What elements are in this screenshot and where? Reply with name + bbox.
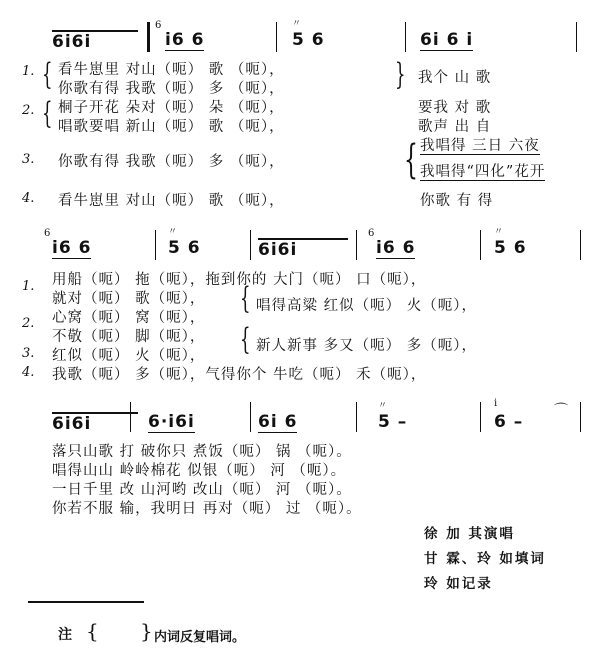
staff3-measure2: 6·i6i <box>148 412 195 432</box>
barline <box>155 230 156 260</box>
lyric-line: 唱得山山 岭岭棉花 似银（呃） 河 （呃）。 <box>52 463 347 479</box>
barline <box>480 230 481 260</box>
ornament-mark: 〃 <box>378 401 388 411</box>
lyric-line: 唱得高粱 红似（呃） 火（呃）， <box>256 298 477 314</box>
lyric-line: 落只山歌 打 破你只 煮饭（呃） 锅 （呃）。 <box>52 444 352 460</box>
lyric-tail-v3b: 我唱得“四化”花开 <box>420 164 546 180</box>
staff1-measure2: i6 6 <box>165 30 205 50</box>
lyric-brace: { <box>240 281 251 316</box>
staff2-measure4: i6 6 <box>376 238 416 258</box>
grace-note: 6 <box>44 228 51 239</box>
grace-note: 6 <box>368 228 375 239</box>
lyric-brace: { <box>42 96 53 131</box>
lyric-tail-v4: 你歌 有 得 <box>420 193 494 209</box>
lyric-line: 新人新事 多又（呃） 多（呃）， <box>256 338 477 354</box>
footnote-text: 内词反复唱词。 <box>154 630 246 645</box>
lyric-line: 红似（呃） 火（呃）， <box>52 348 206 364</box>
credit-lyricist: 甘 霖、玲 如填词 <box>424 551 546 567</box>
barline <box>250 402 251 432</box>
lyric-brace: { <box>404 137 418 183</box>
staff3-measure3: 6i 6 <box>258 412 298 432</box>
lyric-line-v3: 你歌有得 我歌（呃） 多 （呃）， <box>58 154 285 170</box>
ornament-mark: 〃 <box>494 227 504 237</box>
lyric-line-v4: 看牛崽里 对山（呃） 歌 （呃）， <box>58 193 285 209</box>
barline <box>356 230 357 260</box>
lyric-brace: { <box>42 57 53 92</box>
credit-transcriber: 玲 如记录 <box>424 576 493 592</box>
staff2-measure1: i6 6 <box>52 238 92 258</box>
lyric-tail-v2b: 歌声 出 自 <box>418 119 492 135</box>
barline <box>480 402 481 432</box>
staff3-measure5: 6 – <box>494 412 524 432</box>
verse-number: 2. <box>22 316 35 331</box>
barline <box>580 230 581 260</box>
lyric-line-v2b: 唱歌要唱 新山（呃） 歌 （呃）， <box>58 119 285 135</box>
barline <box>405 22 406 52</box>
staff1-measure3: 5 6 <box>292 30 325 50</box>
staff1-measure1: 6i6i <box>52 30 138 52</box>
lyric-line-v1b: 你歌有得 我歌（呃） 多 （呃）， <box>58 81 285 97</box>
lyric-line-v1a: 看牛崽里 对山（呃） 歌 （呃）， <box>58 62 285 78</box>
ornament-mark: 〃 <box>292 19 302 29</box>
staff3-measure1: 6i6i <box>52 412 138 434</box>
verse-number: 4. <box>22 365 35 380</box>
lyric-tail-v2a: 要我 对 歌 <box>418 100 492 116</box>
ornament-mark: 〃 <box>168 227 178 237</box>
lyric-line: 不敬（呃） 脚（呃）， <box>52 329 206 345</box>
lyric-line: 一日千里 改 山河哟 改山（呃） 河 （呃）。 <box>52 482 352 498</box>
verse-number: 2. <box>22 103 35 118</box>
lyric-line: 我歌（呃） 多（呃），气得你个 牛吃（呃） 禾（呃）， <box>52 367 427 383</box>
lyric-line: 就对（呃） 歌（呃）， <box>52 291 206 307</box>
grace-note: 6 <box>155 20 162 31</box>
lyric-line: 你若不服 输，我明日 再对（呃） 过 （呃）。 <box>52 501 362 517</box>
verse-number: 4. <box>22 191 35 206</box>
verse-number: 1. <box>22 279 35 294</box>
staff2-measure3: 6i6i <box>258 238 348 260</box>
lyric-brace: { <box>240 322 251 357</box>
barline <box>356 402 357 432</box>
footnote-label: 注 <box>58 627 72 643</box>
barline <box>576 22 577 52</box>
barline <box>580 402 581 432</box>
barline <box>250 230 251 260</box>
footnote-brace: } <box>140 619 153 643</box>
lyric-line: 用船（呃） 拖（呃），拖到你的 大门（呃） 口（呃）， <box>52 272 427 288</box>
barline <box>130 402 131 432</box>
lyric-line: 心窝（呃） 窝（呃）， <box>52 310 206 326</box>
staff1-measure4: 6i 6 i <box>420 30 474 50</box>
credit-performer: 徐 加 其演唱 <box>424 526 515 542</box>
lyric-tail-v1: 我个 山 歌 <box>418 70 492 86</box>
verse-number: 3. <box>22 346 35 361</box>
lyric-line-v2a: 桐子开花 朵对（呃） 朵 （呃）， <box>58 100 285 116</box>
staff2-measure5: 5 6 <box>494 238 527 258</box>
footnote-rule <box>28 601 144 603</box>
verse-number: 3. <box>22 152 35 167</box>
barline <box>147 22 150 52</box>
verse-number: 1. <box>22 64 35 79</box>
slur-mark: ⌒ <box>554 403 568 419</box>
footnote-brace: { <box>86 619 99 643</box>
lyric-tail-v3a: 我唱得 三日 六夜 <box>420 138 540 154</box>
barline <box>276 22 277 52</box>
lyric-brace: } <box>395 57 406 92</box>
grace-note: i <box>494 398 498 409</box>
staff2-measure2: 5 6 <box>168 238 201 258</box>
staff3-measure4: 5 – <box>378 412 408 432</box>
